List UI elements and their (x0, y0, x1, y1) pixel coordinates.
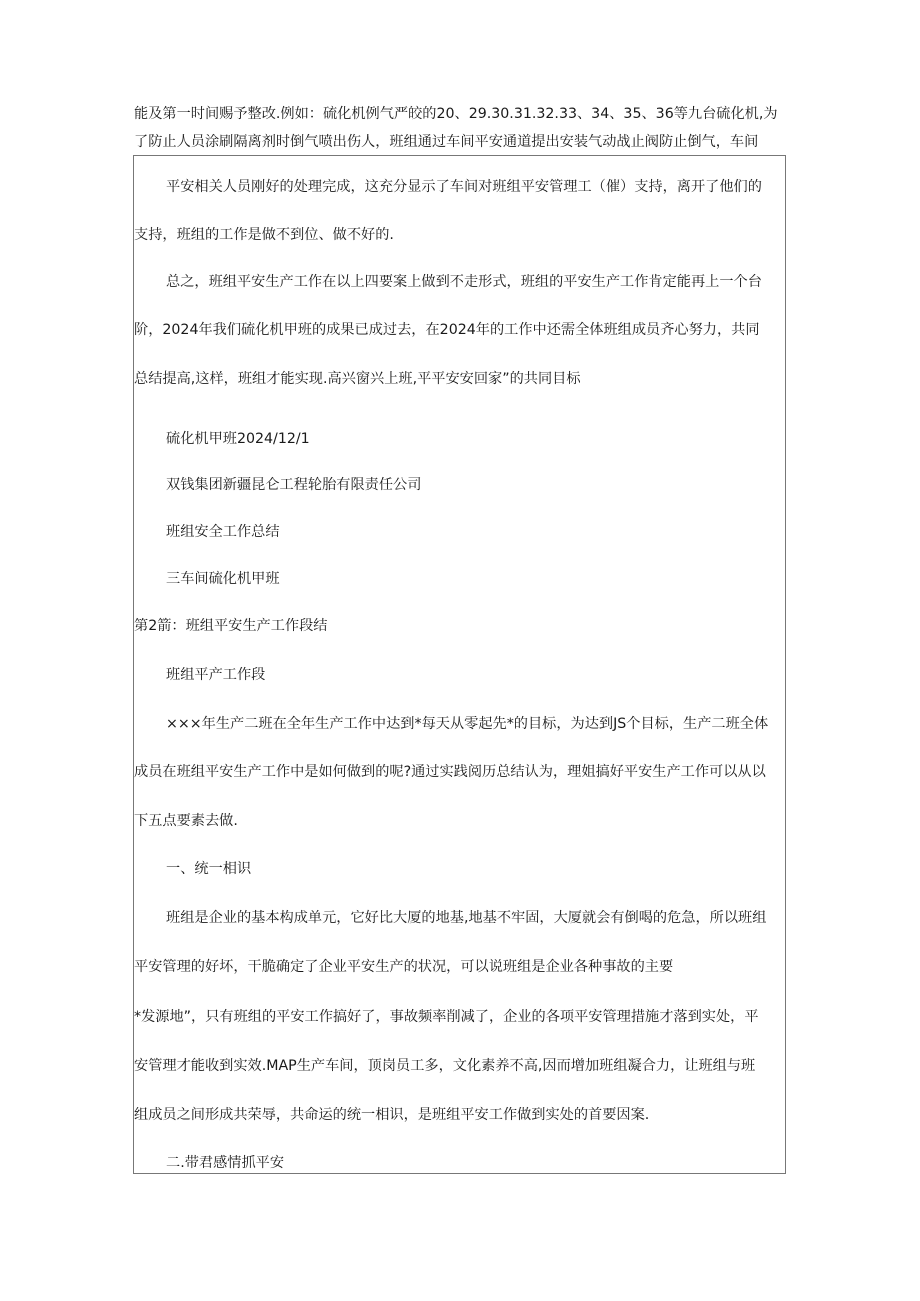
text-line: 组成员之间形成共荣辱，共命运的统一相识，是班组平安工作做到实处的首要因案. (134, 1107, 650, 1123)
text-line: 总之，班组平安生产工作在以上四要案上做到不走形式，班组的平安生产工作肯定能再上一个台 (166, 274, 762, 290)
text-line: 三车间硫化机甲班 (166, 571, 280, 587)
subheading: 二.带君感情抓平安 (166, 1155, 285, 1171)
top-text-block (134, 100, 788, 156)
text-line: ×××年生产二班在全年生产工作中达到*每天从零起先*的目标，为达到JS个目标，生产二班全体 (166, 716, 769, 732)
text-line: 安管理才能收到实效.MAP生产车间，顶岗员工多，文化素养不高,因而增加班组凝合力，让班组与班 (134, 1058, 756, 1074)
text-line: 双钱集团新疆昆仑工程轮胎有限责任公司 (166, 477, 422, 493)
text-line: 平安相关人员刚好的处理完成，这充分显示了车间对班组平安管理工（催）支持，离开了他们的 (166, 179, 762, 195)
text-line: 阶，2024年我们硫化机甲班的成果已成过去，在2024年的工作中还需全体班组成员齐心努力，共同 (134, 322, 760, 338)
subheading: 一、统一相识 (166, 861, 252, 877)
text-line: 硫化机甲班2024/12/1 (166, 431, 310, 447)
text-line: 班组平产工作段 (166, 667, 266, 683)
text-line: 平安管理的好坏，干脆确定了企业平安生产的状况，可以说班组是企业各种事故的主要 (134, 959, 674, 975)
top-line-1: 能及第一时间赐予整改.例如：硫化机例气严皎的20、29.30.31.32.33、34、35、36等九台硫化机,为 (134, 106, 778, 122)
text-line: 下五点要素去做. (134, 813, 238, 829)
top-line-2: 了防止人员涂刷隔离剂时倒气喷出伤人，班组通过车间平安通道提出安装气动战止阀防止倒气，车间 (134, 134, 759, 150)
text-line: 支持，班组的工作是做不到位、做不好的. (134, 227, 394, 243)
text-line: 班组是企业的基本构成单元，它好比大厦的地基,地基不牢固，大厦就会有倒喝的危急，所以班组 (166, 910, 767, 926)
text-line: 成员在班组平安生产工作中是如何做到的呢?通过实践阅历总结认为，理姐搞好平安生产工作可以从以 (134, 764, 766, 780)
text-line: 总结提高,这样，班组才能实现.高兴窗兴上班,平平安安回家”的共同目标 (134, 371, 581, 387)
text-line: *发源地”，只有班组的平安工作搞好了，事故频率削减了，企业的各项平安管理措施才落到实处，平 (134, 1009, 759, 1025)
section-title: 第2箭：班组平安生产工作段结 (134, 618, 328, 634)
text-line: 班组安全工作总结 (166, 524, 280, 540)
